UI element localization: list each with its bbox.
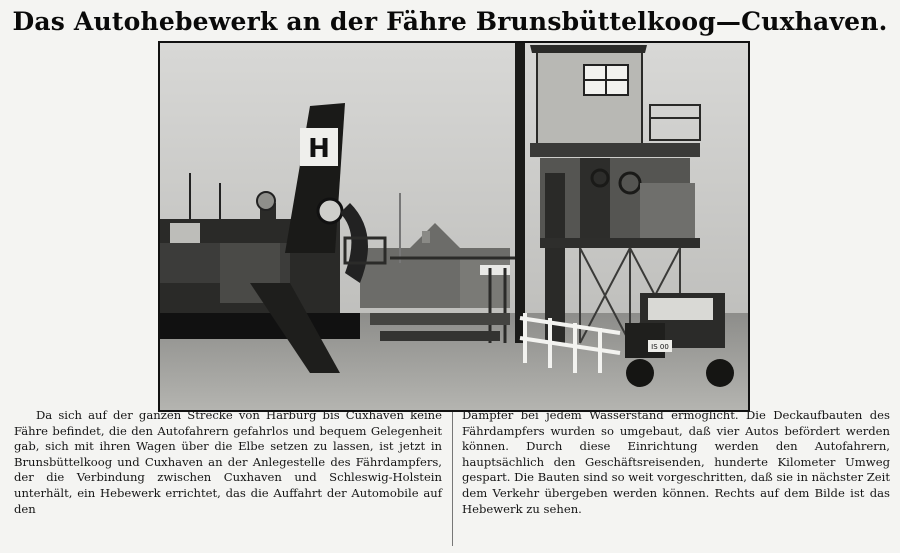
article-body-left: Da sich auf der ganzen Strecke von Harburg bis Cuxhaven keine Fähre befindet, die den Autofahrern gefahrlos und bequem Gelegenheit gab, sich mit ihren Wagen über die Elbe setzen zu lassen, ist jetzt in Brunsbüttelkoog und Cuxhaven an der Anlegestelle des Fährdampfers, der die Verbindung zwischen Cuxhaven und Schleswig-Holstein unterhält, ein Hebewerk errichtet, das die Auffahrt der Automobile auf den xyxy=(14,408,442,516)
car-plate: IS 00 xyxy=(651,343,669,351)
funnel-letter: H xyxy=(308,134,330,164)
headline: Das Autohebewerk an der Fähre Brunsbüttelkoog—Cuxhaven. xyxy=(12,7,888,36)
article-body-right: Dampfer bei jedem Wasserstand ermöglicht. Die Deckaufbauten des Fährdampfers wurden so umgebaut, daß vier Autos befördert werden können. Durch diese Einrichtung werden den Autofahrern, hauptsächlich den Geschäftsreisenden, hunderte Kilometer Umweg gespart. Die Bauten sind so weit vorgeschritten, daß sie in nächster Zeit dem Verkehr übergeben werden können. Rechts auf dem Bilde ist das Hebewerk zu sehen. xyxy=(462,408,890,516)
column-divider xyxy=(452,412,453,546)
ferry-lift-photo xyxy=(158,41,750,412)
